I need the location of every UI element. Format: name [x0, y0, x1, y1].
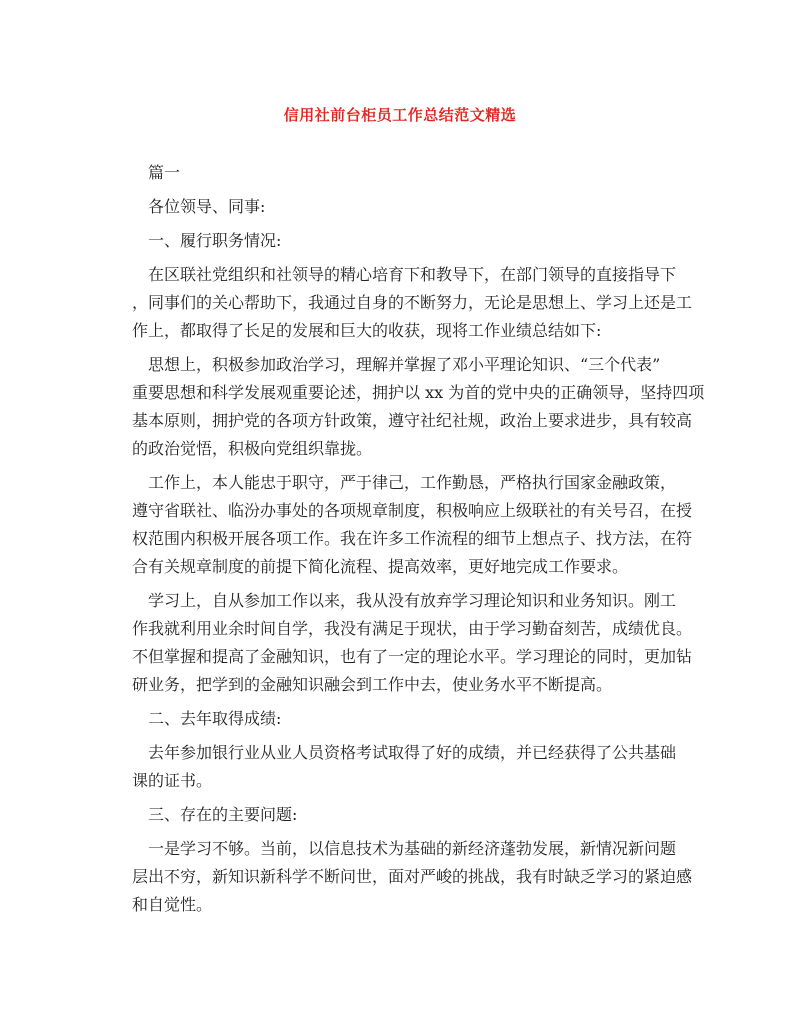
paragraph-line: 权范围内积极开展各项工作。我在许多工作流程的细节上想点子、找方法，在符 — [132, 529, 693, 548]
paragraph — [132, 469, 693, 581]
paragraph-line: 在区联社党组织和社领导的精心培育下和教导下，在部门领导的直接指导下 — [148, 265, 677, 284]
paragraph-line: 合有关规章制度的前提下简化流程、提高效率，更好地完成工作要求。 — [132, 557, 629, 576]
paragraph — [132, 587, 693, 699]
paragraph-line: ，同事们的关心帮助下，我通过自身的不断努力，无论是思想上、学习上还是工 — [132, 293, 693, 312]
paragraph-line: 不但掌握和提高了金融知识，也有了一定的理论水平。学习理论的同时，更加钻 — [132, 647, 693, 666]
paragraph — [148, 227, 663, 255]
paragraph-line: 二、去年取得成绩: — [148, 709, 282, 728]
paragraph-line: 去年参加银行业从业人员资格考试取得了好的成绩，并已经获得了公共基础 — [148, 743, 677, 762]
document-body — [132, 159, 705, 925]
paragraph — [132, 835, 693, 919]
paragraph-line: 和自觉性。 — [132, 895, 213, 914]
paragraph-line: 作上，都取得了长足的发展和巨大的收获，现将工作业绩总结如下: — [132, 321, 602, 340]
paragraph — [148, 159, 663, 187]
document-title: 信用社前台柜员工作总结范文精选 — [283, 106, 517, 124]
paragraph-line: 作我就利用业余时间自学，我没有满足于现状，由于学习勤奋刻苦，成绩优良。 — [132, 619, 693, 638]
paragraph — [148, 705, 663, 733]
paragraph-line: 篇一 — [148, 163, 181, 182]
paragraph-line: 三、存在的主要问题: — [148, 805, 298, 824]
paragraph-line: 思想上，积极参加政治学习，理解并掌握了邓小平理论知识、“三个代表” — [148, 355, 661, 374]
paragraph-line: 工作上，本人能忠于职守，严于律己，工作勤恳，严格执行国家金融政策， — [148, 473, 677, 492]
paragraph-line: 的政治觉悟，积极向党组织靠拢。 — [132, 439, 373, 458]
paragraph-line: 各位领导、同事: — [148, 197, 266, 216]
paragraph-line: 课的证书。 — [132, 771, 213, 790]
paragraph-line: 一、履行职务情况: — [148, 231, 282, 250]
paragraph-line: 遵守省联社、临汾办事处的各项规章制度，积极响应上级联社的有关号召，在授 — [132, 501, 693, 520]
paragraph — [132, 351, 705, 463]
paragraph — [132, 739, 677, 795]
paragraph-line: 研业务，把学到的金融知识融会到工作中去，使业务水平不断提高。 — [132, 675, 613, 694]
paragraph — [148, 801, 663, 829]
paragraph-line: 一是学习不够。当前，以信息技术为基础的新经济蓬勃发展，新情况新问题 — [148, 839, 677, 858]
paragraph-line: 基本原则，拥护党的各项方针政策，遵守社纪社规，政治上要求进步，具有较高 — [132, 411, 693, 430]
paragraph-line: 层出不穷，新知识新科学不断问世，面对严峻的挑战，我有时缺乏学习的紧迫感 — [132, 867, 693, 886]
paragraph — [148, 193, 663, 221]
paragraph-line: 重要思想和科学发展观重要论述，拥护以 xx 为首的党中央的正确领导，坚持四项 — [132, 383, 705, 402]
paragraph — [132, 261, 693, 345]
paragraph-line: 学习上，自从参加工作以来，我从没有放弃学习理论知识和业务知识。刚工 — [148, 591, 677, 610]
